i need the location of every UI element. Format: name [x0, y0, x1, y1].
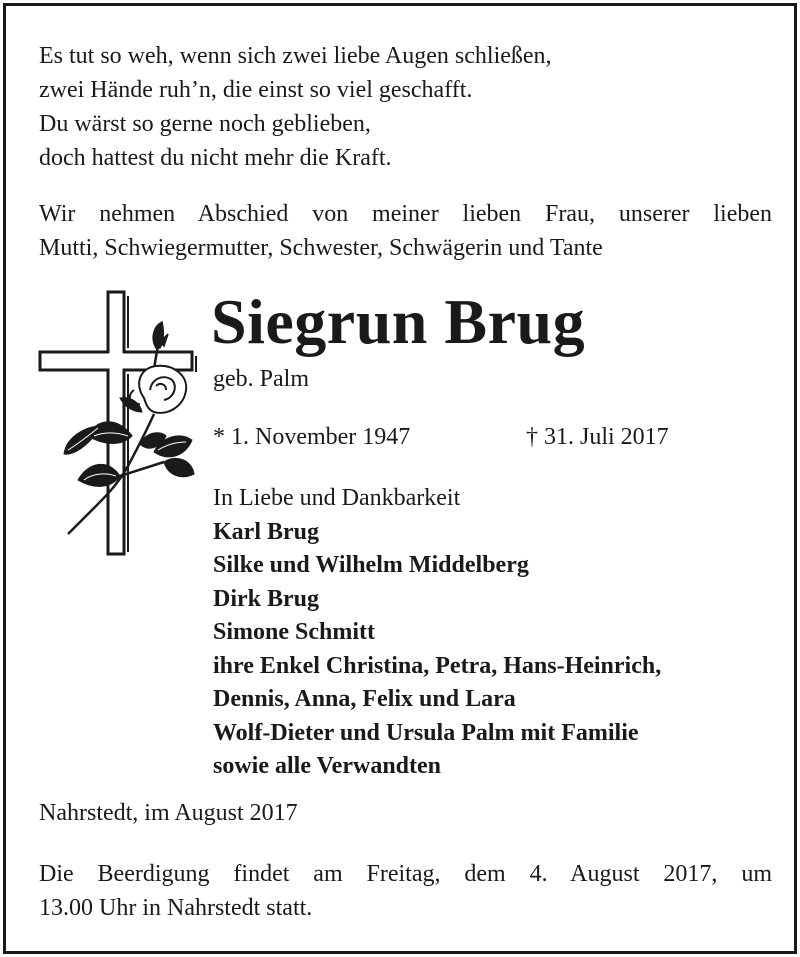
mourner-line: Silke und Wilhelm Middelberg	[213, 552, 529, 578]
mourners-list	[213, 482, 661, 784]
obituary-notice	[3, 3, 797, 954]
poem-line: Es tut so weh, wenn sich zwei liebe Augen schließen,	[39, 43, 552, 69]
funeral-line: 13.00 Uhr in Nahrstedt statt.	[39, 895, 313, 921]
poem-line: zwei Hände ruh’n, die einst so viel geschafft.	[39, 77, 473, 103]
mourner-line: Wolf-Dieter und Ursula Palm mit Familie	[213, 719, 639, 746]
funeral-line: Die Beerdigung findet am Freitag, dem 4. August 2017, um	[39, 861, 772, 887]
maiden-name: geb. Palm	[213, 366, 309, 392]
poem-line: Du wärst so gerne noch geblieben,	[39, 111, 371, 137]
mourners-heading: In Liebe und Dankbarkeit	[213, 485, 461, 511]
cross-with-rose-icon	[36, 286, 201, 561]
deceased-name: Siegrun Brug	[211, 286, 586, 357]
mourner-line: Dirk Brug	[213, 585, 320, 612]
mourner-line: Simone Schmitt	[213, 619, 375, 645]
place-and-date: Nahrstedt, im August 2017	[39, 800, 298, 826]
mourner-line: Karl Brug	[213, 518, 319, 545]
funeral-info	[39, 857, 772, 925]
birth-date: * 1. November 1947	[213, 424, 411, 450]
intro-line: Mutti, Schwiegermutter, Schwester, Schwägerin und Tante	[39, 235, 603, 261]
poem	[39, 39, 552, 175]
intro-line: Wir nehmen Abschied von meiner lieben Frau, unserer lieben	[39, 201, 772, 227]
mourner-line: sowie alle Verwandten	[213, 753, 441, 779]
poem-line: doch hattest du nicht mehr die Kraft.	[39, 145, 392, 171]
farewell-intro	[39, 197, 772, 265]
mourner-line: ihre Enkel Christina, Petra, Hans-Heinrich,	[213, 652, 662, 679]
death-date: † 31. Juli 2017	[526, 424, 669, 450]
mourner-line: Dennis, Anna, Felix und Lara	[213, 686, 516, 712]
